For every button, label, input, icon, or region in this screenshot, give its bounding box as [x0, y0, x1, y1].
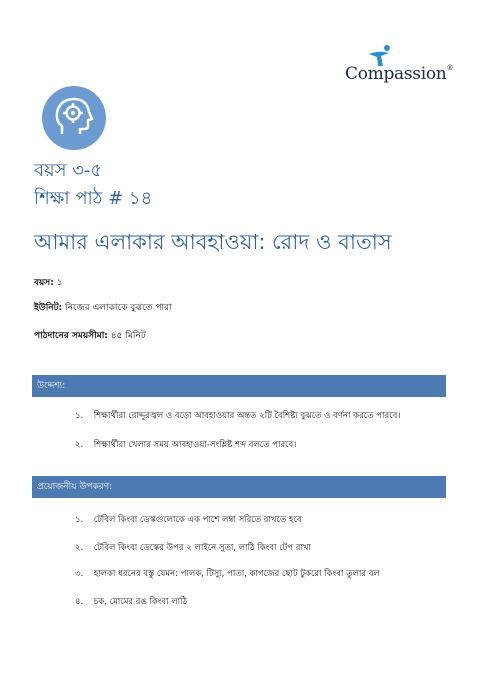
page-title: আমার এলাকার আবহাওয়া: রোদ ও বাতাস [34, 230, 392, 254]
meta-unit-label: ইউনিট: [34, 303, 63, 313]
meta-unit [34, 300, 172, 315]
lesson-heading: শিক্ষা পাঠ # ১৪ [34, 188, 153, 209]
list-number: ১. [75, 515, 84, 525]
meta-time-label: পাঠদানের সময়সীমা: [34, 331, 108, 341]
compassion-logo [345, 44, 455, 92]
list-text: টেবিল কিংবা ডেস্কগুলোকে এক পাশে লম্বা সরিতে রাখতে হবে [93, 515, 302, 525]
meta-age-label: বয়স: [34, 278, 54, 288]
list-text: হালকা ধরনের বস্তু যেমন: পালক, টিস্যু, পাতা, কাগজের ছোট টুকরো কিংবা তুলার বল [93, 569, 380, 579]
meta-age [34, 275, 63, 290]
list-item [75, 541, 311, 555]
list-item [75, 438, 296, 452]
list-number: ৩. [75, 569, 84, 579]
meta-age-value: ১ [56, 278, 63, 288]
age-heading: বয়স ৩-৫ [34, 160, 103, 181]
list-number: ২. [75, 440, 84, 450]
head-gear-icon [54, 96, 94, 138]
list-text: টেবিল কিংবা ডেস্কের উপর ২ লাইনে সুতা, লাঠি কিংবা টেপ রাখা [93, 543, 311, 553]
list-item [75, 513, 302, 527]
objectives-heading: উদ্দেশ্য: [32, 375, 446, 397]
list-item [75, 567, 380, 581]
list-text: শিক্ষার্থীরা রোদ্দুরজ্বল ও বড়ো আবহাওয়ার অন্তত ২টি বৈশিষ্ট্য বুঝতে ও বর্ণনা করতে পারবে। [93, 411, 401, 421]
list-number: ২. [75, 543, 84, 553]
meta-unit-value: নিজের এলাকাকে বুঝতে পারা [65, 303, 172, 313]
list-text: চক, মোমের রঙ কিংবা লাঠি [93, 597, 188, 607]
meta-time-value: ৪৫ মিনিট [110, 331, 146, 341]
list-number: ১. [75, 411, 84, 421]
list-item [75, 595, 187, 609]
list-text: শিক্ষার্থীরা খেলার সময় আবহাওয়া-সংশ্লিষ্ট শব্দ বলতে পারবে। [93, 440, 297, 450]
logo-text: Compassion® [345, 64, 454, 84]
list-item [75, 409, 400, 423]
meta-time [34, 328, 146, 343]
list-number: ৪. [75, 597, 84, 607]
materials-heading: প্রয়োজনীয় উপকরণ: [32, 476, 446, 498]
lesson-badge [42, 86, 106, 150]
